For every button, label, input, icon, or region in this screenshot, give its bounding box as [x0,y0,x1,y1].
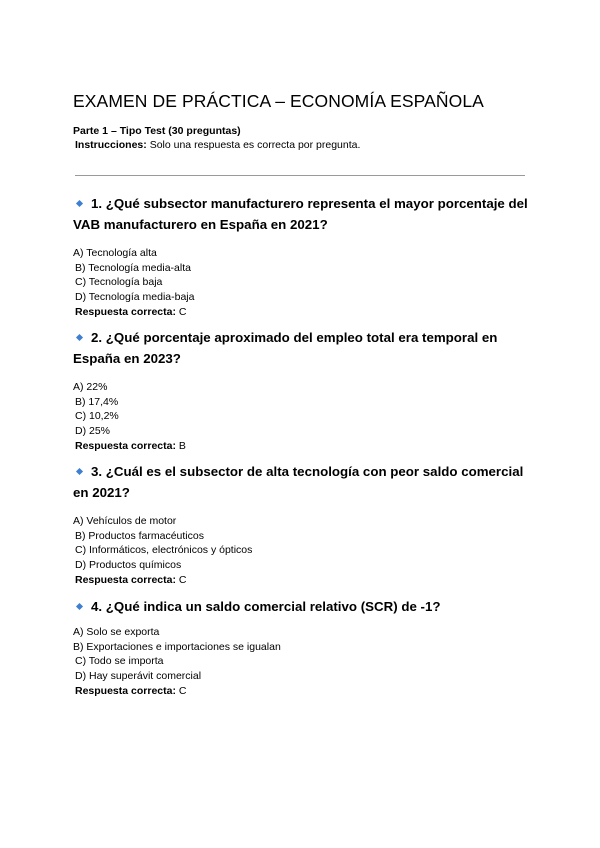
question-4 [73,596,533,699]
option-d: D) Tecnología media-baja [75,291,195,304]
option-c: C) Tecnología baja [75,276,163,289]
option-a: A) Tecnología alta [73,247,157,259]
option-d: D) Productos químicos [75,559,182,572]
page-title: EXAMEN DE PRÁCTICA – ECONOMÍA ESPAÑOLA [73,91,484,111]
option-b: B) 17,4% [75,395,119,408]
question-2 [73,327,533,454]
answer-label: Respuesta correcta: [75,573,176,586]
answer-value: C [175,573,187,586]
answer-value: C [175,684,187,697]
correct-answer [73,573,533,588]
option-d: D) 25% [75,425,111,438]
option-b: B) Exportaciones e importaciones se igualan [73,640,281,653]
correct-answer [73,439,533,454]
option-a: A) Solo se exporta [73,626,160,638]
answer-value: C [175,305,187,318]
part-heading: Parte 1 – Tipo Test (30 preguntas) [73,125,241,137]
question-title: 2. ¿Qué porcentaje aproximado del empleo total era temporal en España en 2023? [73,330,498,366]
option-a: A) Vehículos de motor [73,515,177,527]
question-1 [73,193,533,320]
instructions-text: Solo una respuesta es correcta por pregunta. [146,139,361,151]
question-3 [73,461,533,588]
instructions [75,139,360,151]
diamond-bullet-icon [76,603,83,610]
option-b: B) Productos farmacéuticos [75,529,204,542]
options-list [73,246,533,320]
option-c: C) Informáticos, electrónicos y ópticos [75,544,253,557]
instructions-label: Instrucciones: [75,139,147,151]
option-c: C) 10,2% [75,410,119,423]
divider [75,175,525,176]
correct-answer [73,684,533,699]
diamond-bullet-icon [76,468,83,475]
answer-label: Respuesta correcta: [75,305,176,318]
question-title: 3. ¿Cuál es el subsector de alta tecnología con peor saldo comercial en 2021? [73,464,524,500]
answer-label: Respuesta correcta: [75,684,176,697]
correct-answer [73,305,533,320]
options-list [73,380,533,454]
option-c: C) Todo se importa [75,655,164,668]
diamond-bullet-icon [76,334,83,341]
options-list [73,514,533,588]
option-b: B) Tecnología media-alta [75,261,191,274]
question-title: 1. ¿Qué subsector manufacturero representa el mayor porcentaje del VAB manufacturero en España en 2021? [73,196,528,232]
option-d: D) Hay superávit comercial [75,670,202,683]
option-a: A) 22% [73,381,108,393]
answer-label: Respuesta correcta: [75,439,176,452]
diamond-bullet-icon [76,200,83,207]
options-list [73,625,533,699]
answer-value: B [175,439,186,452]
question-title: 4. ¿Qué indica un saldo comercial relativo (SCR) de -1? [91,599,441,614]
